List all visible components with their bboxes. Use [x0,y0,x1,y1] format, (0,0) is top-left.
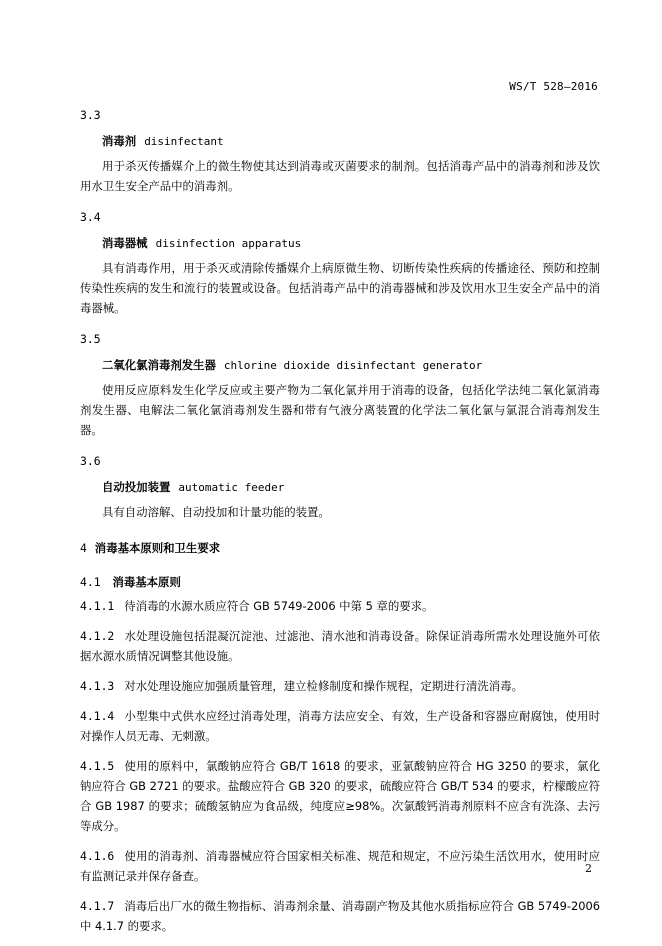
term-entry-3-3 [80,104,600,196]
standard-code: WS/T 528—2016 [509,80,598,93]
term-chinese: 消毒剂 [102,134,137,148]
subsection-heading [80,570,600,594]
item-text: 消毒后出厂水的微生物指标、消毒剂余量、消毒副产物及其他水质指标应符合 GB 5749-2006 中 4.1.7 的要求。 [80,899,600,933]
term-entry-3-4 [80,206,600,318]
clause-number: 3.3 [80,108,101,122]
item-text: 使用的原料中，氯酸钠应符合 GB/T 1618 的要求，亚氯酸钠应符合 HG 3250 的要求，氯化钠应符合 GB 2721 的要求。盐酸应符合 GB 320 的要求，硫酸应符合 GB/T 534 的要求，柠檬酸应符合 GB 1987 的要求；硫酸氢钠应为食品级，纯度应≥98%。次氯酸钙消毒剂原料不应含有洗涤、去污等成分。 [80,759,600,833]
clause-number: 3.4 [80,210,101,224]
item-number: 4.1.6 [80,849,115,863]
clause-item-4-1-1 [80,596,600,616]
term-definition: 使用反应原料发生化学反应或主要产物为二氧化氯并用于消毒的设备，包括化学法纯二氧化氯消毒剂发生器、电解法二氧化氯消毒剂发生器和带有气液分离装置的化学法二氧化氯与氯混合消毒剂发生器。 [80,383,600,437]
subsection-number: 4.1 [80,575,101,589]
clause-item-4-1-7 [80,896,600,936]
section-number: 4 [80,541,87,555]
clause-number: 3.5 [80,332,101,346]
term-english: chlorine dioxide disinfectant generator [223,359,483,372]
term-definition: 具有自动溶解、自动投加和计量功能的装置。 [102,505,330,519]
item-text: 小型集中式供水应经过消毒处理，消毒方法应安全、有效，生产设备和容器应耐腐蚀，使用时对操作人员无毒、无刺激。 [80,709,600,743]
item-text: 水处理设施包括混凝沉淀池、过滤池、清水池和消毒设备。除保证消毒所需水处理设施外可依据水源水质情况调整其他设施。 [80,629,600,663]
document-body [80,104,600,946]
section-title: 消毒基本原则和卫生要求 [94,541,221,555]
term-definition: 具有消毒作用，用于杀灭或清除传播媒介上病原微生物、切断传染性疾病的传播途径、预防和控制传染性疾病的发生和流行的装置或设备。包括消毒产品中的消毒器械和涉及饮用水卫生安全产品中的消毒器械。 [80,261,600,315]
section-heading [80,536,600,560]
term-title [80,476,600,498]
item-number: 4.1.5 [80,759,115,773]
term-definition: 用于杀灭传播媒介上的微生物使其达到消毒或灭菌要求的制剂。包括消毒产品中的消毒剂和涉及饮用水卫生安全产品中的消毒剂。 [80,159,600,193]
term-title [80,354,600,376]
page-number: 2 [585,862,592,875]
term-entry-3-5 [80,328,600,440]
clause-item-4-1-3 [80,676,600,696]
term-english: disinfectant [144,135,224,148]
term-title [80,232,600,254]
subsection-title: 消毒基本原则 [112,575,181,589]
term-english: automatic feeder [178,481,285,494]
item-number: 4.1.7 [80,899,115,913]
item-text: 对水处理设施应加强质量管理，建立检修制度和操作规程，定期进行清洗消毒。 [124,679,523,693]
term-chinese: 自动投加装置 [102,480,171,494]
item-number: 4.1.3 [80,679,115,693]
clause-item-4-1-4 [80,706,600,746]
item-text: 使用的消毒剂、消毒器械应符合国家相关标准、规范和规定，不应污染生活饮用水，使用时应有监测记录并保存备查。 [80,849,600,883]
item-number: 4.1.4 [80,709,115,723]
term-chinese: 消毒器械 [102,236,148,250]
term-chinese: 二氧化氯消毒剂发生器 [102,358,216,372]
item-number: 4.1.1 [80,599,115,613]
clause-item-4-1-6 [80,846,600,886]
clause-number: 3.6 [80,454,101,468]
term-entry-3-6 [80,450,600,522]
item-text: 待消毒的水源水质应符合 GB 5749-2006 中第 5 章的要求。 [124,599,434,613]
item-number: 4.1.2 [80,629,115,643]
term-title [80,130,600,152]
term-english: disinfection apparatus [155,237,302,250]
clause-item-4-1-5 [80,756,600,836]
clause-item-4-1-2 [80,626,600,666]
